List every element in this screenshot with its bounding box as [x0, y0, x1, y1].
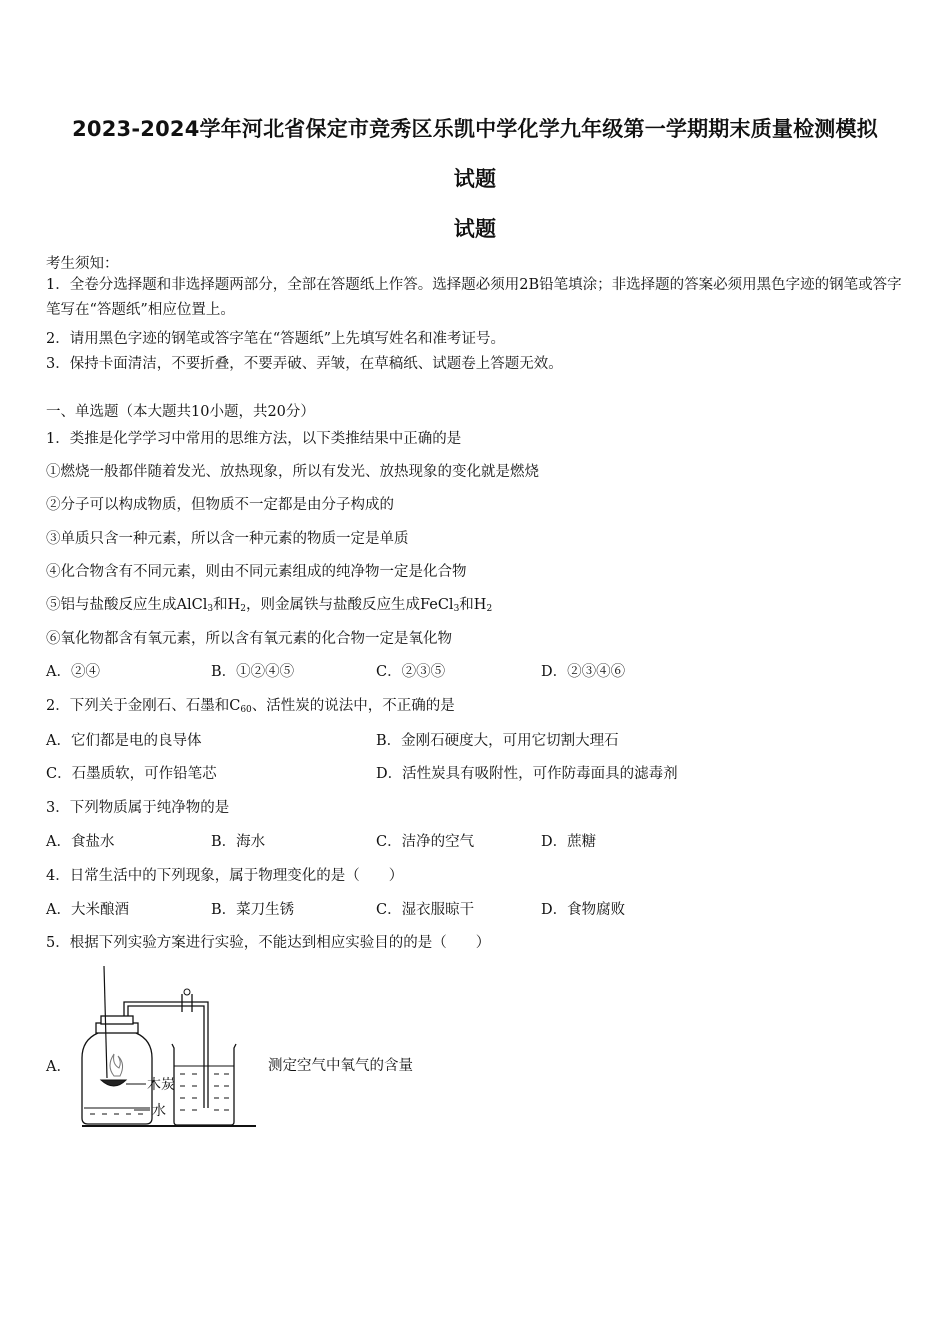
q3-option-c[interactable]: C．洁净的空气 [376, 834, 475, 850]
q1-stem: 1．类推是化学学习中常用的思维方法，以下类推结果中正确的是 [46, 431, 462, 447]
q4-option-c[interactable]: C．湿衣服晾干 [376, 902, 475, 918]
q2-stem: 2．下列关于金刚石、石墨和$C_{60}$、活性炭的说法中，不正确的是 [46, 698, 455, 715]
notice-item-3: 3．保持卡面清洁，不要折叠，不要弄破、弄皱，在草稿纸、试题卷上答题无效。 [46, 356, 563, 372]
q3-stem: 3．下列物质属于纯净物的是 [46, 800, 230, 816]
q3-option-a[interactable]: A．食盐水 [46, 834, 115, 850]
q4-option-d[interactable]: D．食物腐败 [541, 902, 626, 918]
q1-statement-3: ③单质只含一种元素，所以含一种元素的物质一定是单质 [46, 531, 409, 547]
section-heading: 一、单选题（本大题共10小题，共20分） [46, 404, 315, 420]
notice-heading: 考生须知： [46, 256, 119, 272]
exam-title: 2023-2024学年河北省保定市竞秀区乐凯中学化学九年级第一学期期末质量检测模拟 [72, 117, 878, 141]
q1-statement-5: ⑤铝与盐酸反应生成AlCl$_3$和$H_2$，则金属铁与盐酸反应生成FeCl$_3$和$H_2$ [46, 597, 493, 614]
q2-option-b[interactable]: B．金刚石硬度大，可用它切割大理石 [376, 733, 619, 749]
q3-option-b[interactable]: B．海水 [211, 834, 266, 850]
q4-stem: 4．日常生活中的下列现象，属于物理变化的是（ ） [46, 868, 404, 884]
q2-option-d[interactable]: D．活性炭具有吸附性，可作防毒面具的滤毒剂 [376, 766, 678, 782]
notice-item-2: 2．请用黑色字迹的钢笔或答字笔在“答题纸”上先填写姓名和准考证号。 [46, 331, 506, 347]
notice-item-1: 1．全卷分选择题和非选择题两部分，全部在答题纸上作答。选择题必须用2B铅笔填涂；非选择题的答案必须用黑色字迹的钢笔或答字笔写在“答题纸”相应位置上。 [46, 277, 902, 318]
exam-subtitle: 试题 [453, 217, 497, 241]
q5-option-a-label[interactable]: A． [46, 1059, 71, 1075]
oxygen-experiment-figure [74, 958, 274, 1138]
water-label: 水 [152, 1103, 166, 1119]
q5-option-a-text: 测定空气中氧气的含量 [268, 1058, 413, 1074]
q1-option-c[interactable]: C．②③⑤ [376, 664, 446, 680]
q1-option-b[interactable]: B．①②④⑤ [211, 664, 295, 680]
q3-option-d[interactable]: D．蔗糖 [541, 834, 597, 850]
charcoal-label: 木炭 [147, 1077, 175, 1093]
q1-statement-4: ④化合物含有不同元素，则由不同元素组成的纯净物一定是化合物 [46, 564, 467, 580]
q1-statement-6: ⑥氧化物都含有氧元素，所以含有氧元素的化合物一定是氧化物 [46, 631, 452, 647]
q2-option-a[interactable]: A．它们都是电的良导体 [46, 733, 202, 749]
q4-option-a[interactable]: A．大米酿酒 [46, 902, 129, 918]
exam-title-cont: 试题 [453, 167, 497, 191]
q1-option-a[interactable]: A．②④ [46, 664, 100, 680]
q1-statement-2: ②分子可以构成物质，但物质不一定都是由分子构成的 [46, 497, 394, 513]
q1-option-d[interactable]: D．②③④⑥ [541, 664, 626, 680]
q2-option-c[interactable]: C．石墨质软，可作铅笔芯 [46, 766, 217, 782]
q4-option-b[interactable]: B．菜刀生锈 [211, 902, 295, 918]
q1-statement-1: ①燃烧一般都伴随着发光、放热现象，所以有发光、放热现象的变化就是燃烧 [46, 464, 539, 480]
q5-stem: 5．根据下列实验方案进行实验，不能达到相应实验目的的是（ ） [46, 935, 491, 951]
